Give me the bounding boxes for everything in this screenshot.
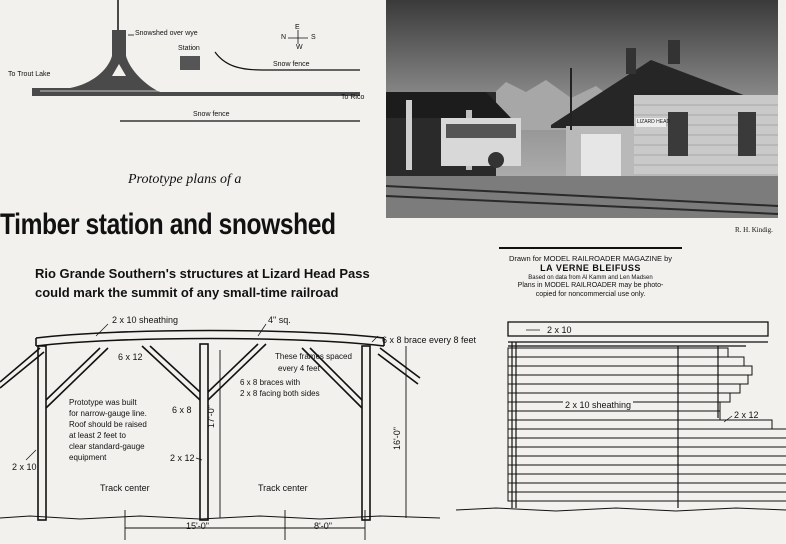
height-16-label: 16'-0" [392,427,402,450]
side-top-label: 2 x 10 [547,325,572,335]
subtitle-line-1: Rio Grande Southern's structures at Lizard Head Pass [35,266,370,281]
credit-artist: LA VERNE BLEIFUSS [540,263,641,274]
height-17-label: 17'-0" [206,405,216,428]
snowshed-label: Snowshed over wye [135,30,198,37]
credit-copy-note-1: Plans in MODEL RAILROADER may be photo- [517,282,664,290]
side-plank-label: 2 x 12 [734,410,759,420]
side-elevation-drawing [456,318,786,544]
compass-n: N [281,34,287,41]
braces-note-2: 2 x 8 facing both sides [240,389,320,398]
credit-data-source: Based on data from Al Kamm and Len Madsen [528,274,653,281]
track-center-1: Track center [100,483,150,493]
rico-label: To Rico [341,94,365,101]
compass-icon [288,30,308,44]
prototype-note-4: at least 2 feet to [69,431,126,440]
station-marker [180,56,200,70]
station-photo [386,0,778,218]
subtitle-line-2: could mark the summit of any small-time railroad [35,285,339,300]
width-8-label: 8'-0" [314,521,332,531]
photo-credit: R. H. Kindig. [735,226,773,234]
photo-sign: LIZARD HEAD [637,119,671,125]
article-title: Timber station and snowshed [0,208,336,241]
side-sheathing-label: 2 x 10 sheathing [565,400,632,410]
credit-copy-note-2: copied for noncommercial use only. [535,290,646,298]
credit-box [499,247,682,305]
compass-e: E [295,24,300,31]
sheathing-label: 2 x 10 sheathing [112,315,179,325]
snow-fence-label-1: Snow fence [273,61,310,68]
plank-left-label: 2 x 10 [12,462,37,472]
snow-fence-label-2: Snow fence [193,111,230,118]
prototype-note-1: Prototype was built [69,398,137,407]
braces-note-1: 6 x 8 braces with [240,378,301,387]
trout-lake-label: To Trout Lake [8,71,51,78]
compass-w: W [296,44,303,51]
plank-mid-label: 2 x 12 [170,453,195,463]
credit-line-1: Drawn for MODEL RAILROADER MAGAZINE by [508,254,673,263]
compass-s: S [311,34,316,41]
width-15-label: 15'-0" [186,521,209,531]
beam-label: 6 x 12 [118,352,143,362]
frames-note-1: These frames spaced [275,352,352,361]
prototype-note-3: Roof should be raised [69,420,147,429]
prototype-note-2: for narrow-gauge line. [69,409,147,418]
prototype-note-5: clear standard-gauge [69,442,145,451]
track-center-2: Track center [258,483,308,493]
post-label: 6 x 8 [172,405,192,415]
brace-every-label: 6 x 8 brace every 8 feet [382,335,477,345]
article-lead: Prototype plans of a [128,172,242,187]
frames-note-2: every 4 feet [278,364,320,373]
station-label: Station [178,45,200,52]
prototype-note-6: equipment [69,453,107,462]
post-square-label: 4" sq. [268,315,291,325]
